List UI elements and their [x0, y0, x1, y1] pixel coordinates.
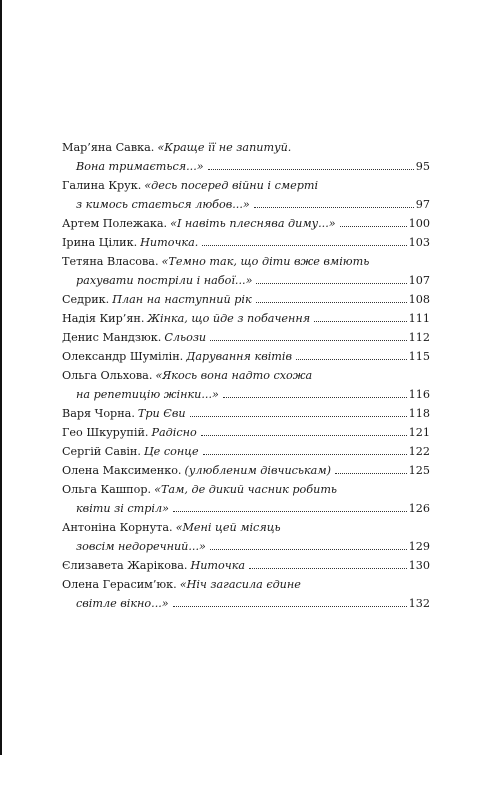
toc-author: Тетяна Власова. [62, 255, 159, 268]
dot-leader [256, 301, 407, 303]
toc-entry-first-line [62, 252, 430, 271]
toc-entry-first-line [62, 556, 430, 575]
toc-entry [62, 252, 430, 290]
dot-leader [173, 605, 407, 607]
toc-page-number: 118 [408, 407, 430, 420]
toc-author: Артем Полежака. [62, 217, 168, 230]
toc-author: Денис Мандзюк. [62, 331, 162, 344]
toc-page-number: 115 [408, 350, 430, 363]
toc-entry-continuation-line [62, 537, 430, 556]
toc-entry-first-line [62, 233, 430, 252]
toc-entry-first-line [62, 518, 430, 537]
toc-title: Вона тримається...» [76, 160, 204, 173]
toc-title: «Темно так, що діти вже вміють [161, 255, 370, 268]
toc-entry-first-line [62, 480, 430, 499]
toc-title: Ниточка [190, 559, 246, 572]
dot-leader [210, 548, 407, 550]
dot-leader [201, 434, 407, 436]
toc-title: План на наступний рік [112, 293, 252, 306]
toc-title: світле вікно...» [76, 597, 169, 610]
toc-entry-first-line [62, 575, 430, 594]
toc-entry-continuation-line [62, 271, 430, 290]
dot-leader [296, 358, 407, 360]
dot-leader [223, 396, 407, 398]
toc-page-number: 121 [408, 426, 430, 439]
toc-page-number: 112 [408, 331, 430, 344]
dot-leader [254, 206, 414, 208]
toc-title: «Якось вона надто схожа [155, 369, 313, 382]
toc-author: Сергій Савін. [62, 445, 141, 458]
toc-entry [62, 309, 430, 328]
toc-entry-first-line [62, 328, 430, 347]
toc-entry-first-line [62, 461, 430, 480]
toc-page-number: 126 [408, 502, 430, 515]
toc-author: Ольга Кашпор. [62, 483, 152, 496]
toc-entry [62, 480, 430, 518]
toc-entry-first-line [62, 309, 430, 328]
toc-page-number: 107 [408, 274, 430, 287]
toc-entry-continuation-line [62, 157, 430, 176]
toc-author: Надія Кир’ян. [62, 312, 145, 325]
toc-author: Галина Крук. [62, 179, 142, 192]
dot-leader [190, 415, 407, 417]
toc-title: «І навіть плеснява диму...» [170, 217, 336, 230]
toc-author: Мар’яна Савка. [62, 141, 155, 154]
toc-title: Сльози [164, 331, 207, 344]
toc-title: Жінка, що йде з побачення [147, 312, 311, 325]
toc-page-number: 122 [408, 445, 430, 458]
toc-entry-first-line [62, 366, 430, 385]
toc-entry [62, 214, 430, 233]
toc-page-number: 97 [415, 198, 430, 211]
dot-leader [256, 282, 406, 284]
toc-title: квіти зі стріл» [76, 502, 169, 515]
toc-entry [62, 176, 430, 214]
toc-page-number: 100 [408, 217, 430, 230]
toc-title: «Там, де дикий часник робить [154, 483, 338, 496]
toc-page-number: 111 [408, 312, 430, 325]
dot-leader [340, 225, 407, 227]
toc-author: Олена Максименко. [62, 464, 182, 477]
toc-title: рахувати постріли і набої...» [76, 274, 253, 287]
toc-title: Це сонце [143, 445, 199, 458]
toc-author: Ірина Цілик. [62, 236, 138, 249]
toc-author: Антоніна Корнута. [62, 521, 173, 534]
toc-author: Олександр Шумілін. [62, 350, 184, 363]
toc-title: (улюбленим дівчиськам) [184, 464, 331, 477]
toc-entry [62, 518, 430, 556]
toc-author: Седрик. [62, 293, 110, 306]
toc-title: «Мені цей місяць [175, 521, 281, 534]
toc-page-number: 108 [408, 293, 430, 306]
toc-author: Ольга Ольхова. [62, 369, 153, 382]
toc-title: Дарування квітів [186, 350, 292, 363]
toc-entry [62, 290, 430, 309]
toc-entry [62, 442, 430, 461]
toc-entry [62, 461, 430, 480]
toc-author: Єлизавета Жарікова. [62, 559, 188, 572]
toc-title: зовсім недоречний...» [76, 540, 206, 553]
toc-author: Олена Герасим’юк. [62, 578, 177, 591]
dot-leader [314, 320, 406, 322]
toc-entry-continuation-line [62, 195, 430, 214]
toc-title: з кимось стається любов...» [76, 198, 250, 211]
toc-page-number: 132 [408, 597, 430, 610]
toc-author: Варя Чорна. [62, 407, 135, 420]
dot-leader [335, 472, 407, 474]
dot-leader [249, 567, 407, 569]
toc-entry-first-line [62, 442, 430, 461]
toc-title: Радісно [151, 426, 197, 439]
toc-entry-first-line [62, 290, 430, 309]
toc-entry [62, 423, 430, 442]
dot-leader [208, 168, 414, 170]
toc-entry-first-line [62, 423, 430, 442]
toc-entry [62, 138, 430, 176]
page-edge-line [0, 0, 2, 755]
toc-page-number: 125 [408, 464, 430, 477]
toc-entry [62, 328, 430, 347]
toc-title: «десь посеред війни і смерті [144, 179, 319, 192]
toc-entry-first-line [62, 214, 430, 233]
toc-page-number: 103 [408, 236, 430, 249]
table-of-contents [62, 138, 430, 613]
dot-leader [173, 510, 407, 512]
toc-entry [62, 404, 430, 423]
toc-title: Три Єви [137, 407, 186, 420]
toc-entry-first-line [62, 404, 430, 423]
dot-leader [203, 453, 407, 455]
toc-entry [62, 366, 430, 404]
toc-title: Ниточка. [140, 236, 199, 249]
toc-entry-continuation-line [62, 499, 430, 518]
toc-author: Гео Шкурупій. [62, 426, 149, 439]
toc-entry-first-line [62, 176, 430, 195]
toc-title: «Краще її не запитуй. [157, 141, 292, 154]
toc-entry-continuation-line [62, 594, 430, 613]
toc-page-number: 116 [408, 388, 430, 401]
toc-entry [62, 575, 430, 613]
toc-entry [62, 233, 430, 252]
toc-entry [62, 347, 430, 366]
toc-entry-first-line [62, 138, 430, 157]
dot-leader [202, 244, 406, 246]
toc-title: «Ніч загасила єдине [179, 578, 301, 591]
dot-leader [210, 339, 407, 341]
toc-page-number: 130 [408, 559, 430, 572]
toc-page-number: 95 [415, 160, 430, 173]
toc-page-number: 129 [408, 540, 430, 553]
toc-entry-first-line [62, 347, 430, 366]
toc-entry-continuation-line [62, 385, 430, 404]
toc-entry [62, 556, 430, 575]
toc-title: на репетицію жінки...» [76, 388, 219, 401]
